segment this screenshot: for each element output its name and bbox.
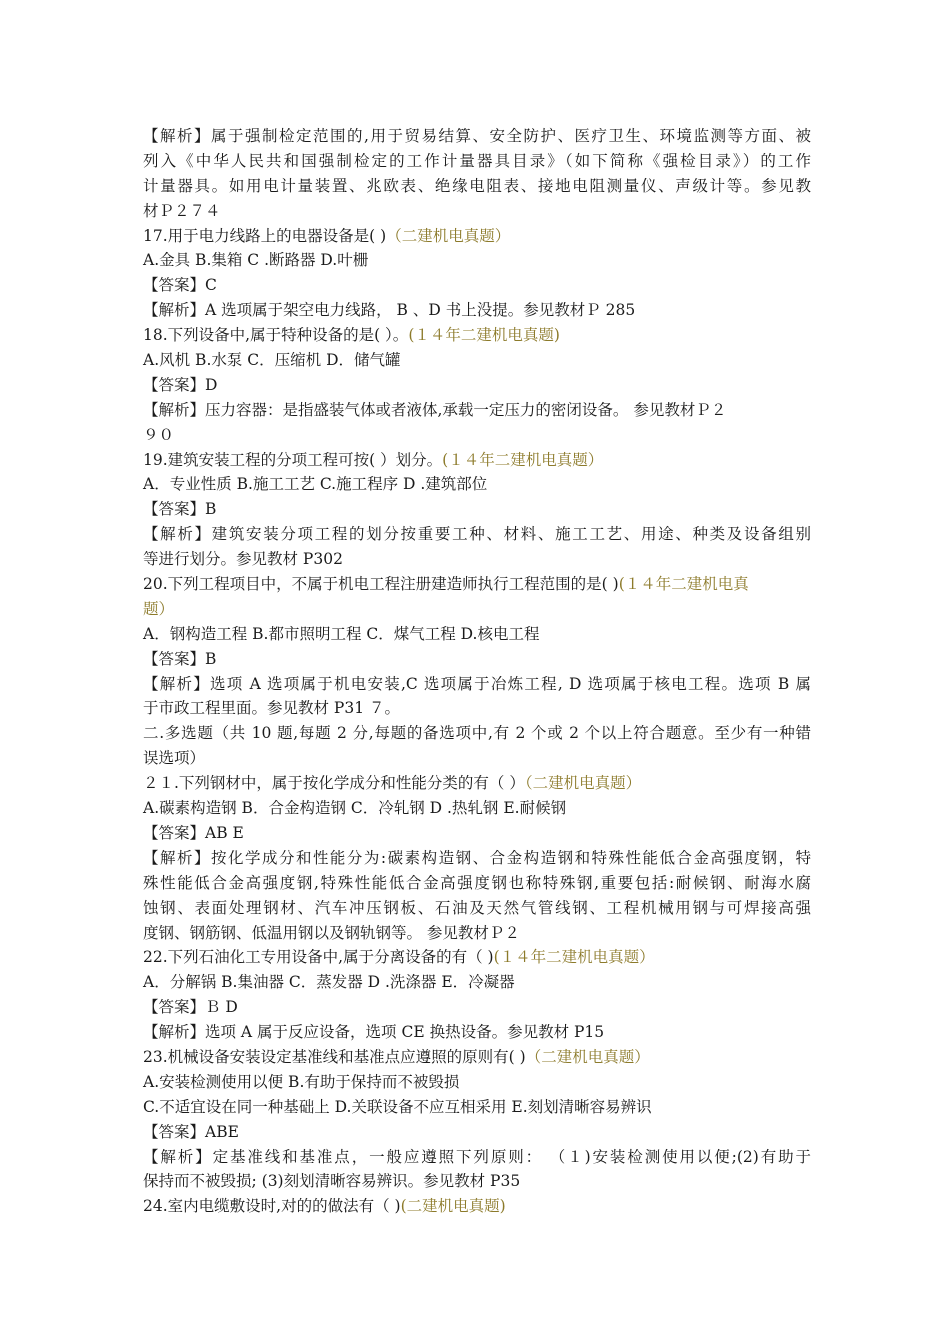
question-source-label: 题） (143, 599, 175, 618)
line-text: 材Ｐ２７４ (143, 201, 221, 220)
text-line (143, 547, 811, 572)
line-text: 20.下列工程项目中，不属于机电工程注册建造师执行工程范围的是( ) (143, 575, 619, 594)
text-line (143, 1120, 811, 1145)
line-text: 列入《中华人民共和国强制检定的工作计量器具目录》（如下简称《强检目录》）的工作 (143, 151, 811, 170)
line-text: A.金具 B.集箱 C .断路器 D.叶栅 (143, 251, 369, 270)
line-text: 22.下列石油化工专用设备中,属于分离设备的有（ ) (143, 948, 494, 967)
line-text: 【答案】Ｂ D (143, 998, 238, 1017)
question-source-label: （二建机电真题） (524, 774, 642, 793)
text-line (143, 1194, 811, 1219)
line-text: 【解析】选项 A 属于反应设备，选项 CE 换热设备。参见教材 P15 (143, 1023, 605, 1042)
text-line (143, 1145, 811, 1170)
line-text: 于市政工程里面。参见教材 P31 ７。 (143, 699, 401, 718)
line-text: 度钢、钢筋钢、低温用钢以及钢轨钢等。 参见教材Ｐ２ (143, 923, 520, 942)
line-text: 【解析】建筑安装分项工程的划分按重要工种、材料、施工工艺、用途、种类及设备组别 (143, 525, 811, 544)
text-line (143, 921, 811, 946)
text-line (143, 771, 811, 796)
document-page (143, 124, 811, 1219)
text-line (143, 721, 811, 746)
line-text: A．钢构造工程 B.都市照明工程 C．煤气工程 D.核电工程 (143, 624, 540, 643)
text-line (143, 323, 811, 348)
text-line (143, 298, 811, 323)
text-line (143, 796, 811, 821)
line-text: 17.用于电力线路上的电器设备是( ) (143, 226, 387, 245)
text-line (143, 199, 811, 224)
text-line (143, 423, 811, 448)
text-line (143, 572, 811, 597)
line-text: 【答案】AB E (143, 823, 244, 842)
text-line (143, 273, 811, 298)
line-text: 殊性能低合金高强度钢,特殊性能低合金高强度钢也称特殊钢,重要包括:耐候钢、耐海水腐 (143, 873, 811, 892)
line-text: 【解析】属于强制检定范围的,用于贸易结算、安全防护、医疗卫生、环境监测等方面、被 (143, 127, 811, 145)
text-line (143, 1045, 811, 1070)
line-text: 【解析】按化学成分和性能分为:碳素构造钢、合金构造钢和特殊性能低合金高强度钢，特 (143, 848, 811, 867)
question-source-label: （二建机电真题） (386, 226, 511, 245)
line-text: 【解析】压力容器：是指盛装气体或者液体,承载一定压力的密闭设备。 参见教材Ｐ２ (143, 400, 727, 419)
text-line (143, 373, 811, 398)
line-text: A．专业性质 B.施工工艺 C.施工程序 D .建筑部位 (143, 475, 488, 494)
line-text: 【答案】ABE (143, 1122, 239, 1141)
question-source-label: (１４年二建机电真题） (442, 450, 604, 469)
line-text: 计量器具。如用电计量装置、兆欧表、绝缘电阻表、接地电阻测量仪、声级计等。参见教 (143, 176, 811, 195)
line-text: C.不适宜设在同一种基础上 D.关联设备不应互相采用 E.刻划清晰容易辨识 (143, 1097, 652, 1116)
line-text: 【解析】选项 A 选项属于机电安装,C 选项属于冶炼工程, D 选项属于核电工程。选项 B 属 (143, 674, 811, 693)
line-text: 【答案】D (143, 375, 218, 394)
line-text: 【答案】C (143, 276, 217, 295)
text-line (143, 821, 811, 846)
question-source-label: (二建机电真题) (400, 1197, 506, 1216)
text-line (143, 174, 811, 199)
line-text: ２１.下列钢材中，属于按化学成分和性能分类的有（ ） (143, 774, 525, 793)
text-line (143, 970, 811, 995)
text-line (143, 248, 811, 273)
line-text: A.碳素构造钢 B．合金构造钢 C．冷轧钢 D .热轧钢 E.耐候钢 (143, 799, 567, 818)
text-line (143, 398, 811, 423)
line-text: 23.机械设备安装设定基准线和基准点应遵照的原则有( ) (143, 1047, 526, 1066)
text-line (143, 597, 811, 622)
line-text: 保持而不被毁损; (3)刻划清晰容易辨识。参见教材 P35 (143, 1172, 521, 1191)
text-line (143, 1070, 811, 1095)
text-line (143, 871, 811, 896)
line-text: 【答案】B (143, 649, 217, 668)
text-line (143, 348, 811, 373)
line-text: 二.多选题（共 10 题,每题 2 分,每题的备选项中,有 2 个或 2 个以上符合题意。至少有一种错 (143, 724, 811, 743)
question-source-label: (１４年二建机电真题） (493, 948, 655, 967)
text-line (143, 522, 811, 547)
text-line (143, 846, 811, 871)
text-line (143, 945, 811, 970)
text-line (143, 1020, 811, 1045)
line-text: 19.建筑安装工程的分项工程可按( ）划分。 (143, 450, 443, 469)
text-line (143, 622, 811, 647)
line-text: 24.室内电缆敷设时,对的的做法有（ ) (143, 1197, 401, 1216)
text-line (143, 672, 811, 697)
line-text: 【答案】B (143, 500, 217, 519)
line-text: A.风机 B.水泵 C．压缩机 D．储气罐 (143, 351, 401, 370)
text-line (143, 149, 811, 174)
text-line (143, 746, 811, 771)
text-line (143, 1095, 811, 1120)
text-line (143, 448, 811, 473)
text-line (143, 696, 811, 721)
text-line (143, 124, 811, 149)
line-text: A.安装检测使用以便 B.有助于保持而不被毁损 (143, 1072, 460, 1091)
question-source-label: （二建机电真题） (525, 1047, 650, 1066)
question-source-label: (１４年二建机电真 (618, 575, 749, 594)
text-line (143, 647, 811, 672)
text-line (143, 896, 811, 921)
text-line (143, 1169, 811, 1194)
text-line (143, 472, 811, 497)
text-line (143, 497, 811, 522)
text-line (143, 224, 811, 249)
text-line (143, 995, 811, 1020)
line-text: 18.下列设备中,属于特种设备的是( ）。 (143, 326, 409, 345)
line-text: ９０ (143, 425, 175, 444)
line-text: 误选项） (143, 749, 206, 768)
line-text: 【解析】定基准线和基准点，一般应遵照下列原则： （１)安装检测使用以便;(2)有助于 (143, 1147, 811, 1166)
line-text: 【解析】A 选项属于架空电力线路， B 、D 书上没提。参见教材Ｐ 285 (143, 301, 636, 320)
line-text: 等进行划分。参见教材 P302 (143, 550, 343, 569)
line-text: A．分解锅 B.集油器 C．蒸发器 D .洗涤器 E．冷凝器 (143, 973, 515, 992)
question-source-label: (１４年二建机电真题) (408, 326, 560, 345)
line-text: 蚀钢、表面处理钢材、汽车冲压钢板、石油及天然气管线钢、工程机械用钢与可焊接高强 (143, 898, 811, 917)
